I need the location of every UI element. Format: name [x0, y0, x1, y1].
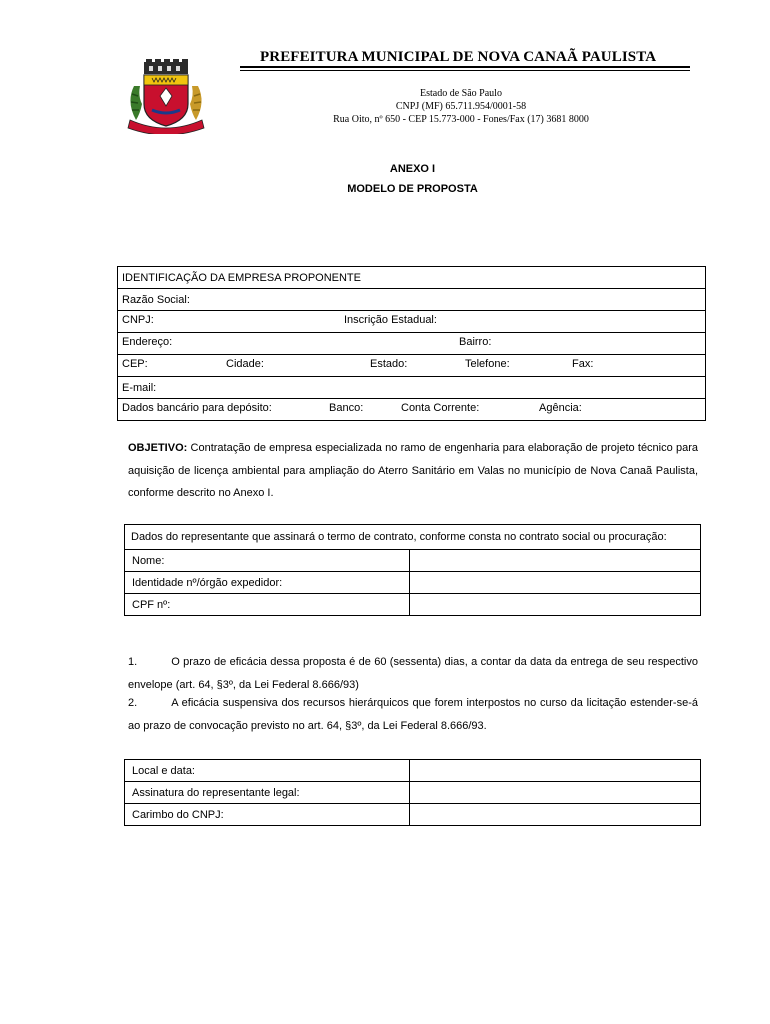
local-data-field[interactable] — [410, 760, 701, 782]
clause-2 — [128, 692, 698, 737]
table-row — [118, 267, 706, 289]
representative-id-label: Identidade nº/órgão expedidor: — [125, 572, 410, 594]
table-row — [125, 804, 701, 826]
cnpj-label: CNPJ: — [122, 314, 154, 326]
clause-2-number: 2. — [128, 697, 138, 709]
header-title: PREFEITURA MUNICIPAL DE NOVA CANAÃ PAULISTA — [260, 49, 657, 65]
header-cnpj: CNPJ (MF) 65.711.954/0001-58 — [395, 101, 527, 112]
annex-title: ANEXO I — [389, 163, 436, 175]
header-state: Estado de São Paulo — [420, 88, 502, 99]
table-row — [125, 572, 701, 594]
representative-name-label: Nome: — [125, 550, 410, 572]
table-row — [118, 399, 706, 421]
representative-cpf-label: CPF nº: — [125, 594, 410, 616]
table-row — [118, 377, 706, 399]
bairro-label: Bairro: — [459, 336, 492, 348]
table-row — [118, 311, 706, 333]
table-row — [125, 760, 701, 782]
representative-intro: Dados do representante que assinará o termo de contrato, conforme consta no contrato social ou procuração: — [125, 525, 701, 550]
table-row — [125, 782, 701, 804]
carimbo-label: Carimbo do CNPJ: — [125, 804, 410, 826]
clause-1-text: O prazo de eficácia dessa proposta é de 60 (sessenta) dias, a contar da data da entrega de seu respectivo envelope (art. 64, §3º, da Lei Federal 8.666/93) — [128, 656, 698, 691]
agencia-label: Agência: — [539, 402, 582, 414]
carimbo-field[interactable] — [410, 804, 701, 826]
conta-corrente-label: Conta Corrente: — [401, 402, 480, 414]
representative-cpf-field[interactable] — [410, 594, 701, 616]
inscricao-estadual-label: Inscrição Estadual: — [344, 314, 437, 326]
email-label: E-mail: — [118, 377, 706, 399]
endereco-label: Endereço: — [122, 336, 173, 348]
clause-2-text: A eficácia suspensiva dos recursos hierárquicos que forem interpostos no curso da licitação estender-se-á ao prazo de convocação previsto no art. 64, §3º, da Lei Federal 8.666/93. — [128, 697, 698, 732]
objective-paragraph — [128, 437, 698, 505]
clause-1 — [128, 651, 698, 696]
table-row — [125, 594, 701, 616]
header-rule-thin — [240, 70, 690, 71]
clause-1-number: 1. — [128, 656, 138, 668]
company-identification-table — [117, 266, 706, 421]
assinatura-field[interactable] — [410, 782, 701, 804]
table-row — [125, 550, 701, 572]
estado-label: Estado: — [370, 358, 408, 370]
header-address: Rua Oito, nº 650 - CEP 15.773-000 - Fones/Fax (17) 3681 8000 — [333, 114, 589, 125]
company-heading: IDENTIFICAÇÃO DA EMPRESA PROPONENTE — [118, 267, 706, 289]
representative-table — [124, 524, 701, 616]
cidade-label: Cidade: — [226, 358, 264, 370]
fax-label: Fax: — [572, 358, 594, 370]
dados-bancarios-label: Dados bancário para depósito: — [122, 402, 272, 414]
banco-label: Banco: — [329, 402, 364, 414]
objective-text: Contratação de empresa especializada no ramo de engenharia para elaboração de projeto técnico para aquisição de licença ambiental para ampliação do Aterro Sanitário em Valas no município de Nova Canaã Paulista, conforme descrito no Anexo I. — [128, 442, 698, 499]
table-row — [118, 289, 706, 311]
header-rule — [240, 66, 690, 68]
telefone-label: Telefone: — [465, 358, 510, 370]
table-row — [118, 355, 706, 377]
representative-name-field[interactable] — [410, 550, 701, 572]
local-data-label: Local e data: — [125, 760, 410, 782]
municipal-crest-logo — [122, 58, 210, 134]
representative-id-field[interactable] — [410, 572, 701, 594]
signature-table — [124, 759, 701, 826]
table-row — [118, 333, 706, 355]
assinatura-label: Assinatura do representante legal: — [125, 782, 410, 804]
objective-label: OBJETIVO: — [128, 442, 188, 454]
cep-label: CEP: — [122, 358, 148, 370]
model-title: MODELO DE PROPOSTA — [347, 183, 478, 195]
table-row — [125, 525, 701, 550]
razao-social-label: Razão Social: — [118, 289, 706, 311]
